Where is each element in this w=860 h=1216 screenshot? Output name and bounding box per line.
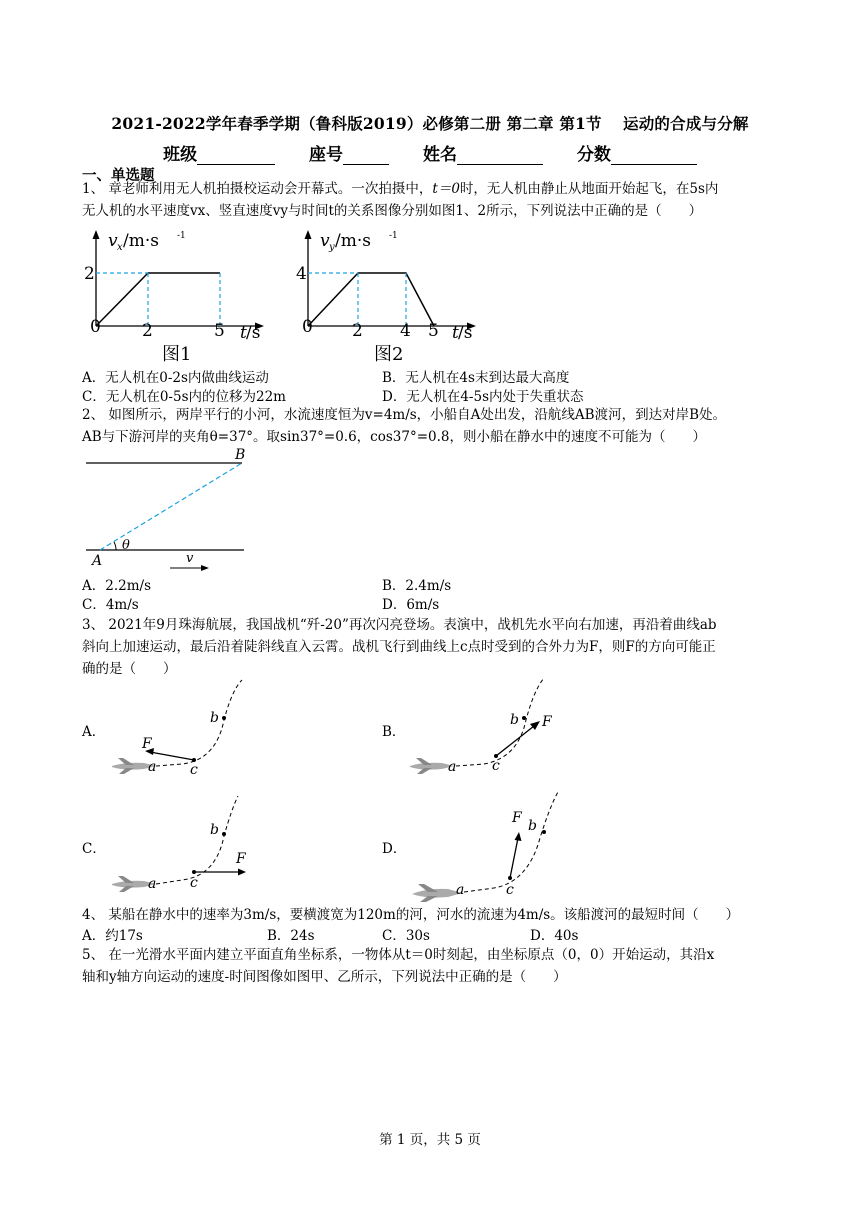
question-4-stem: 4、 某船在静水中的速率为3m/s，要横渡宽为120m的河，河水的流速为4m/s。该船渡河的最短时间（ ） bbox=[82, 907, 740, 923]
svg-text:5: 5 bbox=[214, 321, 225, 341]
svg-text:-1: -1 bbox=[389, 231, 398, 241]
question-1-stem: 1、 章老师利用无人机拍摄校运动会开幕式。一次拍摄中，t＝0时，无人机由静止从地面开始起飞，在5s内 无人机的水平速度vx、竖直速度vy与时间t的关系图像分别如图1、2所示，下列说法中正确的是（ ） bbox=[82, 181, 719, 219]
svg-text:0: 0 bbox=[302, 317, 313, 337]
question-2-option-d[interactable]: D．6m/s bbox=[382, 597, 440, 613]
svg-text:c: c bbox=[190, 875, 198, 891]
svg-text:v: v bbox=[320, 231, 330, 251]
score-field: 分数 bbox=[577, 140, 697, 165]
question-1-option-b[interactable]: B．无人机在4s末到达最大高度 bbox=[382, 370, 570, 386]
figure-2-vy-graph bbox=[296, 230, 476, 365]
svg-text:c: c bbox=[492, 758, 500, 774]
svg-text:4: 4 bbox=[400, 321, 411, 341]
svg-text:5: 5 bbox=[428, 321, 439, 341]
svg-text:t: t bbox=[240, 323, 247, 343]
svg-text:t: t bbox=[452, 323, 459, 343]
question-1-option-a[interactable]: A．无人机在0-2s内做曲线运动 bbox=[82, 370, 269, 386]
jet-icon bbox=[412, 882, 465, 902]
svg-text:F: F bbox=[236, 851, 246, 867]
question-3-option-a[interactable]: A． bbox=[82, 724, 106, 740]
svg-text:2: 2 bbox=[142, 321, 153, 341]
svg-text:θ: θ bbox=[122, 538, 130, 553]
svg-text:/s: /s bbox=[246, 323, 261, 343]
question-4-option-d[interactable]: D．40s bbox=[530, 928, 579, 944]
question-1-option-c[interactable]: C．无人机在0-5s内的位移为22m bbox=[82, 389, 286, 405]
svg-text:2: 2 bbox=[84, 264, 95, 284]
question-3-figure-d bbox=[408, 790, 578, 902]
question-3-figure-c bbox=[104, 792, 264, 898]
page-footer: 第 1 页，共 5 页 bbox=[379, 1132, 481, 1148]
svg-text:F: F bbox=[142, 736, 152, 752]
question-4-option-c[interactable]: C．30s bbox=[382, 928, 430, 944]
question-2-option-c[interactable]: C．4m/s bbox=[82, 597, 139, 613]
svg-text:b: b bbox=[528, 818, 537, 834]
question-5-stem: 5、 在一光滑水平面内建立平面直角坐标系，一物体从t＝0时刻起，由坐标原点（0，0）开始运动，其沿x 轴和y轴方向运动的速度-时间图像如图甲、乙所示，下列说法中正确的是（ ） bbox=[82, 947, 715, 985]
question-2-option-b[interactable]: B．2.4m/s bbox=[382, 578, 452, 594]
question-2-option-a[interactable]: A．2.2m/s bbox=[82, 578, 151, 594]
question-3-option-c[interactable]: C． bbox=[82, 841, 106, 857]
question-3-option-d[interactable]: D． bbox=[382, 841, 407, 857]
svg-text:F: F bbox=[512, 810, 522, 826]
question-3-figure-a bbox=[104, 676, 254, 784]
document-title: 2021-2022学年春季学期（鲁科版2019）必修第二册 第二章 第1节 运动的合成与分解 bbox=[111, 114, 749, 133]
figure-1-vx-graph bbox=[84, 230, 264, 365]
section-title: 一、单选题 bbox=[82, 167, 155, 184]
class-field: 班级 bbox=[163, 140, 275, 165]
svg-text:0: 0 bbox=[90, 317, 101, 337]
svg-text:c: c bbox=[506, 882, 514, 898]
svg-text:a: a bbox=[148, 876, 157, 892]
name-field: 姓名 bbox=[423, 140, 543, 165]
svg-text:F: F bbox=[542, 714, 552, 730]
question-3-option-b[interactable]: B． bbox=[382, 724, 406, 740]
svg-text:a: a bbox=[148, 759, 157, 775]
svg-text:v: v bbox=[186, 551, 194, 566]
svg-text:/m·s: /m·s bbox=[123, 231, 159, 251]
svg-text:4: 4 bbox=[296, 264, 307, 284]
question-3-stem: 3、 2021年9月珠海航展，我国战机“歼-20”再次闪亮登场。表演中，战机先水平向右加速，再沿着曲线ab 斜向上加速运动，最后沿着陡斜线直入云霄。战机飞行到曲线上c点时受到的合外力为F，则F的方向可能正 确的是（ ） bbox=[82, 617, 717, 677]
svg-text:A: A bbox=[92, 553, 103, 569]
svg-text:a: a bbox=[448, 759, 457, 775]
seat-field: 座号 bbox=[309, 140, 389, 165]
svg-text:b: b bbox=[210, 710, 219, 726]
svg-text:b: b bbox=[510, 712, 519, 728]
svg-text:图1: 图1 bbox=[162, 344, 192, 365]
question-4-option-b[interactable]: B．24s bbox=[267, 928, 315, 944]
student-info-line bbox=[0, 140, 860, 165]
svg-text:b: b bbox=[210, 822, 219, 838]
question-1-figures bbox=[82, 226, 502, 366]
svg-text:x: x bbox=[117, 242, 123, 253]
svg-text:图2: 图2 bbox=[374, 344, 404, 365]
svg-text:/m·s: /m·s bbox=[335, 231, 371, 251]
svg-text:2: 2 bbox=[352, 321, 363, 341]
svg-text:a: a bbox=[456, 882, 465, 898]
question-3-figure-b bbox=[404, 672, 564, 784]
svg-text:B: B bbox=[235, 447, 246, 463]
svg-text:v: v bbox=[108, 231, 118, 251]
svg-text:-1: -1 bbox=[177, 231, 186, 241]
question-1-option-d[interactable]: D．无人机在4-5s内处于失重状态 bbox=[382, 389, 584, 405]
svg-text:/s: /s bbox=[458, 323, 473, 343]
svg-text:y: y bbox=[329, 242, 335, 253]
question-4-option-a[interactable]: A．约17s bbox=[82, 928, 143, 944]
question-2-river-figure bbox=[82, 447, 262, 575]
question-2-stem: 2、 如图所示，两岸平行的小河，水流速度恒为v=4m/s，小船自A处出发，沿航线AB渡河，到达对岸B处。 AB与下游河岸的夹角θ=37°。取sin37°=0.6，cos37°=0.8，则小船在静水中的速度不可能为（ ） bbox=[82, 407, 727, 445]
svg-text:c: c bbox=[190, 762, 198, 778]
